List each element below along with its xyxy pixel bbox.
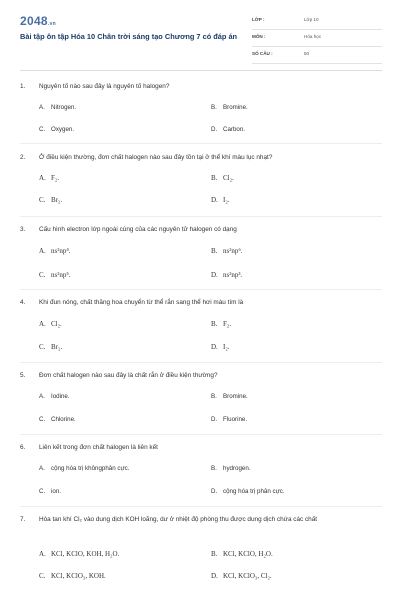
option-letter: A.: [39, 174, 46, 182]
option-letter: D.: [211, 572, 218, 580]
meta-value: 50: [304, 51, 310, 56]
option-text: KCl, KClO₃, Cl₂.: [223, 572, 272, 580]
question-text: [20, 153, 382, 163]
option-d[interactable]: [211, 488, 285, 495]
question-text: [20, 443, 382, 453]
option-b[interactable]: [211, 104, 248, 111]
option-text: Carbon.: [223, 126, 246, 133]
option-c[interactable]: [39, 416, 76, 423]
option-text: Fluorine.: [223, 416, 248, 423]
option-d[interactable]: [211, 126, 245, 133]
option-letter: D.: [211, 488, 218, 495]
option-text: Chlorine.: [51, 416, 76, 423]
option-letter: B.: [211, 247, 218, 255]
option-letter: C.: [39, 271, 46, 279]
option-b[interactable]: [211, 247, 243, 255]
option-text: Nitrogen.: [51, 104, 77, 111]
question-stem: Nguyên tố nào sau đây là nguyên tố halogen?: [39, 83, 170, 90]
option-a[interactable]: [39, 174, 59, 182]
question-separator: [20, 143, 382, 144]
option-letter: A.: [39, 550, 46, 558]
option-a[interactable]: [39, 320, 62, 328]
option-letter: D.: [211, 416, 218, 423]
option-text: ns²np⁶.: [223, 247, 243, 255]
question-number: 1.: [20, 83, 26, 90]
option-text: Iodine.: [51, 393, 70, 400]
meta-label: LỚP :: [252, 17, 265, 22]
question-5: [20, 371, 382, 427]
question-stem: Ở điều kiện thường, đơn chất halogen nào sau đây tồn tại ở thể khí màu lục nhạt?: [39, 154, 273, 161]
option-letter: C.: [39, 343, 46, 351]
option-text: hydrogen.: [223, 465, 251, 472]
question-separator: [20, 434, 382, 435]
worksheet-header: [20, 12, 382, 70]
option-c[interactable]: [39, 196, 62, 204]
question-separator: [20, 289, 382, 290]
option-text: Br₂.: [51, 196, 63, 204]
option-letter: B.: [211, 465, 217, 472]
option-text: Cl₂.: [51, 320, 62, 328]
question-6: [20, 443, 382, 499]
question-4: [20, 298, 382, 356]
option-c[interactable]: [39, 343, 62, 351]
option-letter: B.: [211, 320, 218, 328]
option-text: Cl₂.: [223, 174, 234, 182]
option-a[interactable]: [39, 550, 119, 558]
question-text: [20, 225, 382, 235]
option-c[interactable]: [39, 126, 74, 133]
option-d[interactable]: [211, 271, 242, 279]
option-c[interactable]: [39, 572, 106, 580]
question-text: [20, 371, 382, 381]
meta-label: MÔN :: [252, 34, 266, 39]
question-number: 3.: [20, 226, 26, 233]
question-text: [20, 82, 382, 92]
option-text: Oxygen.: [51, 126, 75, 133]
option-b[interactable]: [211, 393, 248, 400]
option-text: cộng hóa trị khôngphân cực.: [51, 465, 130, 472]
option-a[interactable]: [39, 465, 129, 472]
option-letter: C.: [39, 572, 46, 580]
question-number: 6.: [20, 444, 26, 451]
site-logo[interactable]: [20, 14, 56, 28]
meta-value: Lớp 10: [304, 17, 319, 22]
option-letter: D.: [211, 196, 218, 204]
option-text: ns²np⁵.: [51, 271, 71, 279]
option-text: KCl, KClO, H₂O.: [223, 550, 273, 558]
option-text: F₂.: [51, 174, 60, 182]
option-letter: C.: [39, 416, 46, 423]
header-divider: [20, 70, 382, 71]
option-letter: B.: [211, 174, 218, 182]
meta-label: SỐ CÂU :: [252, 51, 273, 56]
option-text: Bromine.: [223, 393, 248, 400]
option-text: cộng hóa trị phân cực.: [223, 488, 285, 495]
option-text: I₂.: [223, 343, 230, 351]
question-number: 2.: [20, 154, 26, 161]
question-1: [20, 82, 382, 134]
question-stem: Liên kết trong đơn chất halogen là liên kết: [39, 444, 158, 451]
meta-row-subject: [252, 31, 382, 47]
question-separator: [20, 362, 382, 363]
option-letter: C.: [39, 126, 46, 133]
option-letter: B.: [211, 393, 217, 400]
option-letter: A.: [39, 104, 45, 111]
option-text: ion.: [51, 488, 61, 495]
meta-row-count: [252, 48, 382, 64]
option-letter: C.: [39, 196, 46, 204]
option-d[interactable]: [211, 572, 272, 580]
option-letter: A.: [39, 465, 45, 472]
question-separator: [20, 216, 382, 217]
option-b[interactable]: [211, 320, 231, 328]
option-letter: C.: [39, 488, 46, 495]
question-stem: Đơn chất halogen nào sau đây là chất rắn ở điều kiện thường?: [39, 372, 218, 379]
logo-main: 2048: [20, 14, 48, 28]
option-text: KCl, KClO₃, KOH.: [51, 572, 106, 580]
question-number: 5.: [20, 372, 26, 379]
question-number: 4.: [20, 299, 26, 306]
option-text: F₂.: [223, 320, 232, 328]
option-a[interactable]: [39, 104, 76, 111]
option-a[interactable]: [39, 393, 70, 400]
meta-row-grade: [252, 14, 382, 30]
option-letter: A.: [39, 247, 46, 255]
option-d[interactable]: [211, 416, 247, 423]
meta-value: Hóa học: [304, 34, 322, 39]
meta-info: [252, 14, 382, 65]
option-text: Bromine.: [223, 104, 248, 111]
option-b[interactable]: [211, 465, 251, 472]
document-title: Bài tập ôn tập Hóa 10 Chân trời sáng tạo Chương 7 có đáp án: [20, 32, 238, 41]
question-number: 7.: [20, 516, 26, 523]
question-text: [20, 298, 382, 308]
question-stem: Khi đun nóng, chất thăng hoa chuyển từ thể rắn sang thể hơi màu tím là: [39, 299, 244, 306]
question-7: [20, 515, 382, 590]
option-b[interactable]: [211, 550, 273, 558]
option-letter: B.: [211, 104, 217, 111]
option-text: I₂.: [223, 196, 230, 204]
question-text: [20, 515, 382, 525]
option-b[interactable]: [211, 174, 234, 182]
option-d[interactable]: [211, 343, 230, 351]
option-letter: D.: [211, 126, 218, 133]
option-a[interactable]: [39, 247, 71, 255]
question-2: [20, 153, 382, 211]
option-text: ns²np⁴.: [51, 247, 71, 255]
option-letter: A.: [39, 393, 45, 400]
option-letter: A.: [39, 320, 46, 328]
option-letter: D.: [211, 271, 218, 279]
logo-tld: .vn: [47, 21, 57, 27]
option-c[interactable]: [39, 488, 61, 495]
question-stem: Cấu hình electron lớp ngoài cùng của các nguyên tử halogen có dạng: [39, 226, 237, 233]
option-letter: D.: [211, 343, 218, 351]
option-text: ns²np³.: [223, 271, 243, 279]
option-letter: B.: [211, 550, 218, 558]
option-d[interactable]: [211, 196, 230, 204]
question-stem: Hòa tan khí Cl₂ vào dung dịch KOH loãng, dư ở nhiệt độ phòng thu được dung dịch chứa các chất: [39, 516, 318, 523]
question-separator: [20, 506, 382, 507]
option-c[interactable]: [39, 271, 71, 279]
option-text: Br₂.: [51, 343, 63, 351]
question-3: [20, 225, 382, 283]
option-text: KCl, KClO, KOH, H₂O.: [51, 550, 120, 558]
